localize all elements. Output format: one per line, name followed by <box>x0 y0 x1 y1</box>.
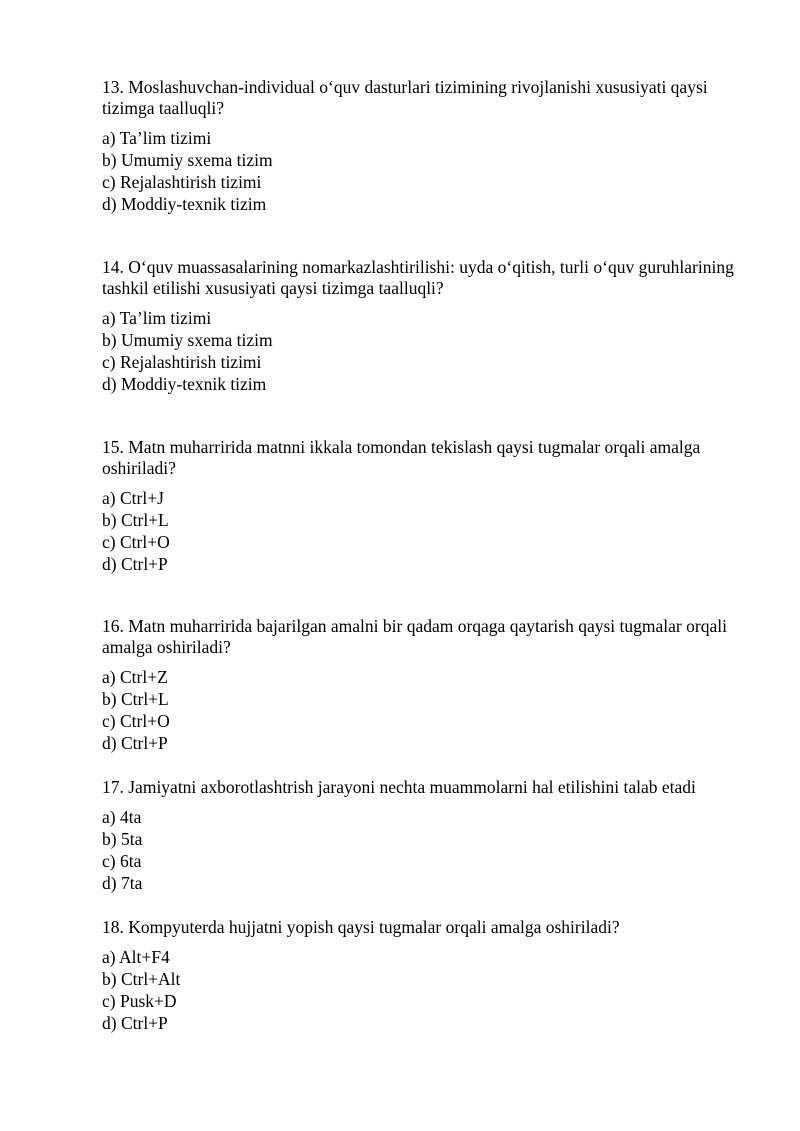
option-b: b) Ctrl+Alt <box>102 969 181 989</box>
option-list <box>102 127 762 215</box>
option-a: a) Ta’lim tizimi <box>102 308 212 328</box>
option-list <box>102 806 762 894</box>
option-b: b) 5ta <box>102 829 143 849</box>
question-text: 16. Matn muharririda bajarilgan amalni bir qadam orqaga qaytarish qaysi tugmalar orqali amalga oshiriladi? <box>102 616 727 657</box>
question-text: 14. O‘quv muassasalarining nomarkazlashtirilishi: uyda o‘qitish, turli o‘quv guruhlarining tashkil etilishi xususiyati qaysi tizimga taalluqli? <box>102 257 734 298</box>
question-14 <box>102 257 762 395</box>
option-b: b) Ctrl+L <box>102 510 169 530</box>
option-c: c) Pusk+D <box>102 991 177 1011</box>
option-d: d) Ctrl+P <box>102 733 168 753</box>
question-13 <box>102 77 762 215</box>
option-a: a) Alt+F4 <box>102 947 170 967</box>
option-b: b) Umumiy sxema tizim <box>102 330 273 350</box>
option-d: d) Ctrl+P <box>102 1013 168 1033</box>
question-18 <box>102 917 762 1034</box>
option-list <box>102 487 762 575</box>
option-d: d) 7ta <box>102 873 143 893</box>
option-c: c) Rejalashtirish tizimi <box>102 172 262 192</box>
option-b: b) Ctrl+L <box>102 689 169 709</box>
option-a: a) Ctrl+Z <box>102 667 168 687</box>
option-list <box>102 666 762 754</box>
option-a: a) Ctrl+J <box>102 488 164 508</box>
option-d: d) Moddiy-texnik tizim <box>102 194 267 214</box>
option-a: a) Ta’lim tizimi <box>102 128 212 148</box>
question-text: 13. Moslashuvchan-individual o‘quv dasturlari tizimining rivojlanishi xususiyati qaysi tizimga taalluqli? <box>102 77 708 118</box>
question-text: 15. Matn muharririda matnni ikkala tomondan tekislash qaysi tugmalar orqali amalga oshiriladi? <box>102 437 701 478</box>
option-c: c) Ctrl+O <box>102 711 170 731</box>
option-d: d) Moddiy-texnik tizim <box>102 374 267 394</box>
question-15 <box>102 437 762 575</box>
option-c: c) Ctrl+O <box>102 532 170 552</box>
question-text: 17. Jamiyatni axborotlashtrish jarayoni nechta muammolarni hal etilishini talab etadi <box>102 777 696 797</box>
option-d: d) Ctrl+P <box>102 554 168 574</box>
option-c: c) Rejalashtirish tizimi <box>102 352 262 372</box>
option-a: a) 4ta <box>102 807 142 827</box>
option-c: c) 6ta <box>102 851 142 871</box>
question-16 <box>102 616 762 754</box>
option-list <box>102 946 762 1034</box>
option-b: b) Umumiy sxema tizim <box>102 150 273 170</box>
option-list <box>102 307 762 395</box>
question-17 <box>102 777 762 894</box>
question-text: 18. Kompyuterda hujjatni yopish qaysi tugmalar orqali amalga oshiriladi? <box>102 917 620 937</box>
